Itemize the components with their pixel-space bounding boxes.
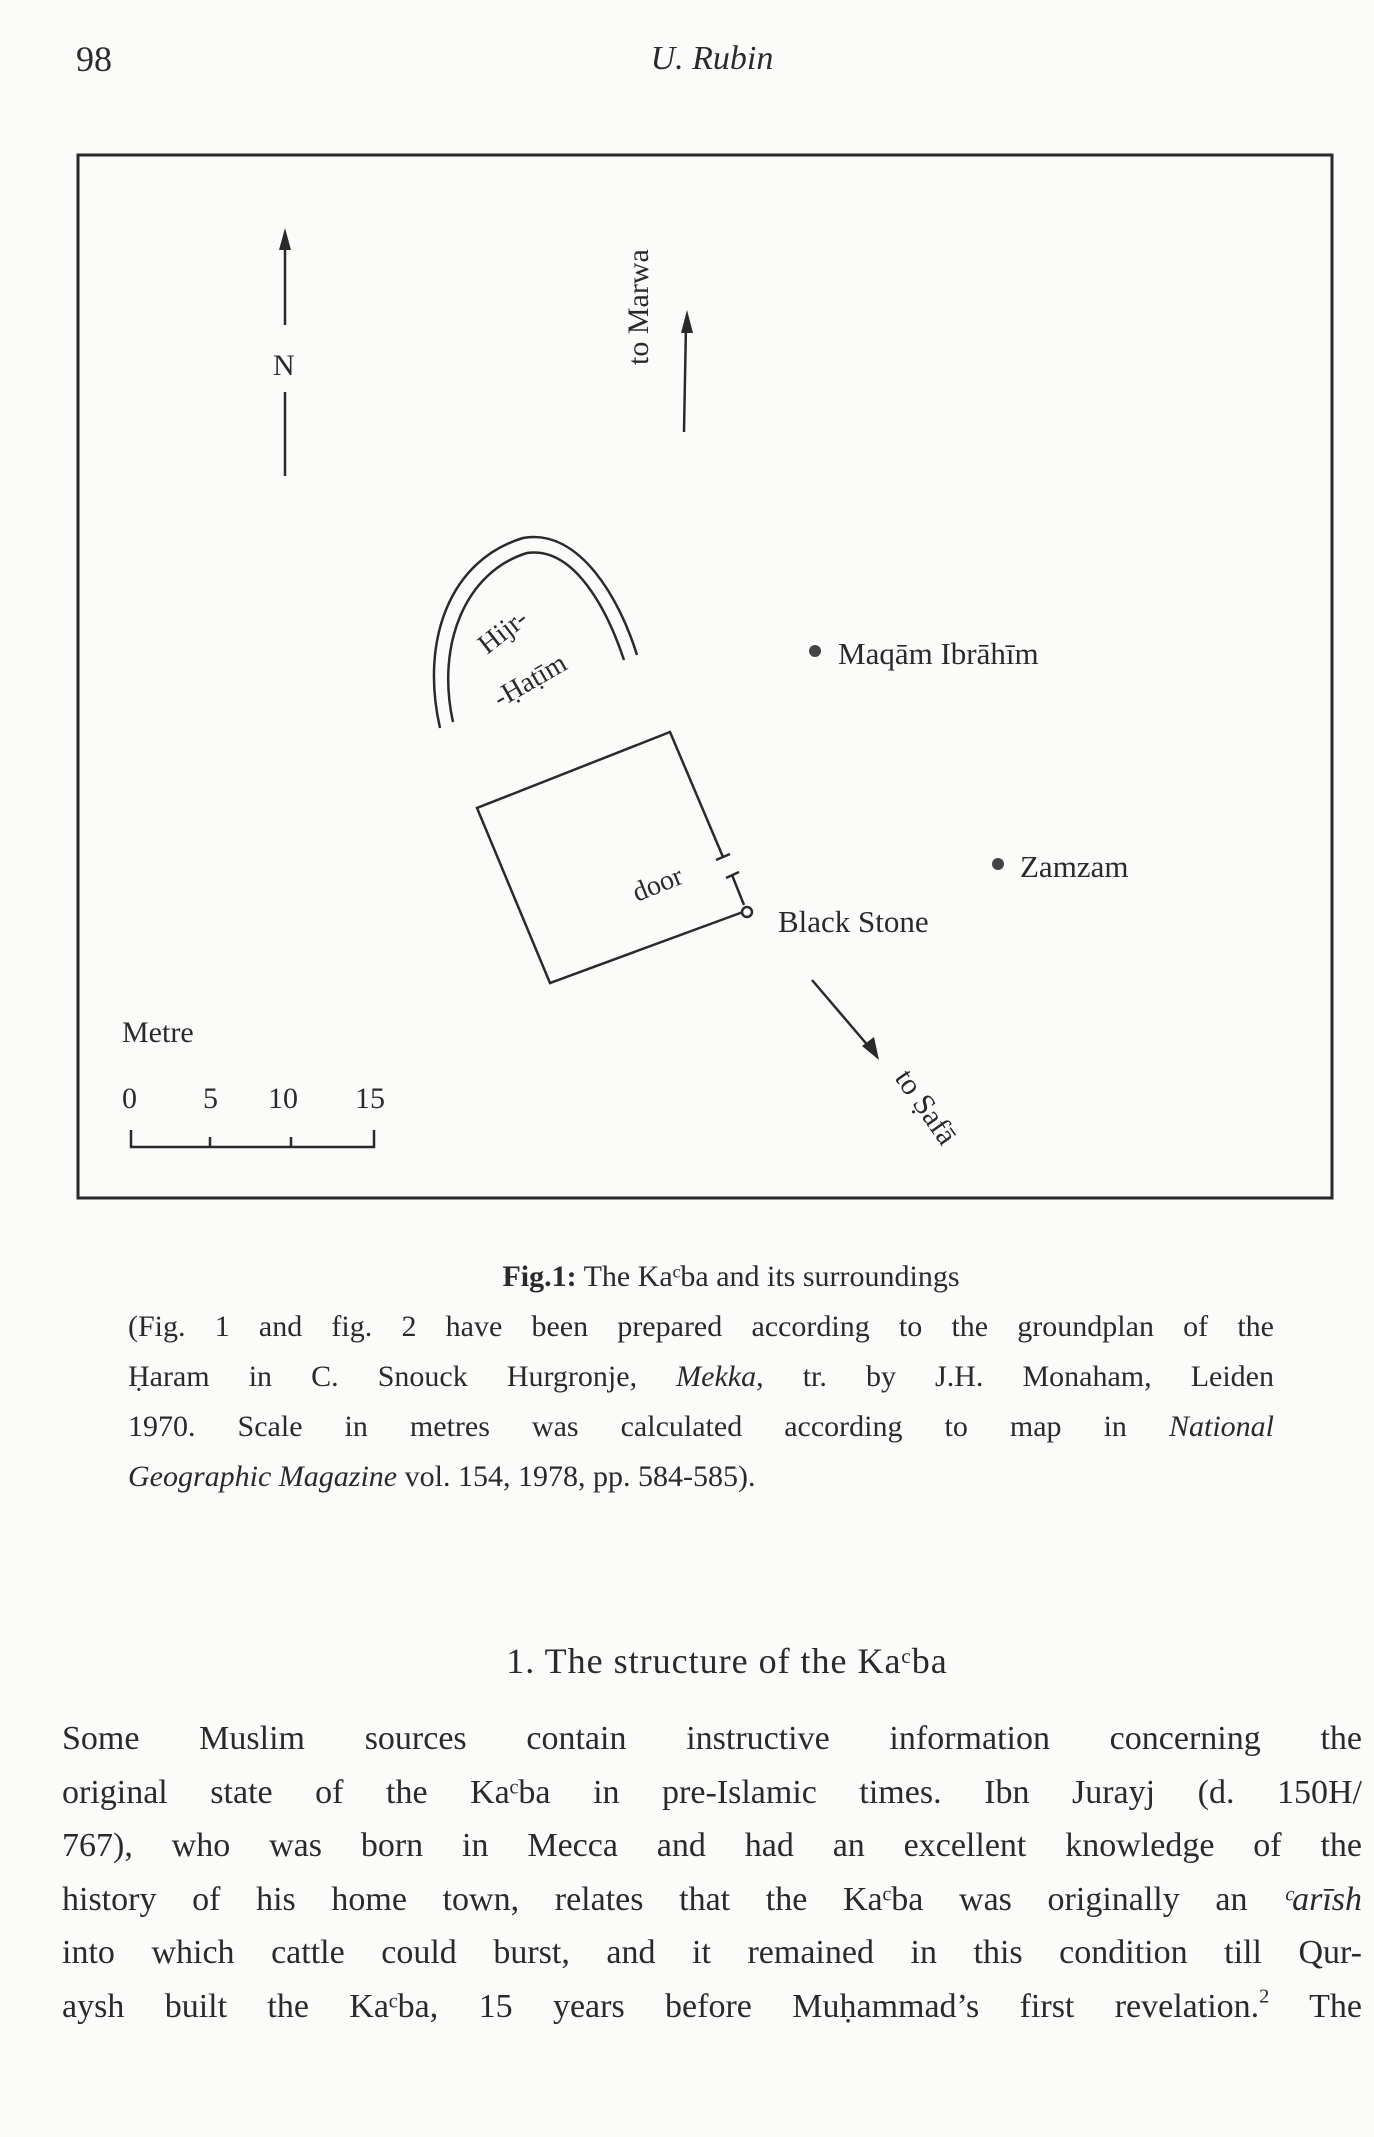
scale-tick-0: 0 [122,1082,137,1115]
scale-tick-10: 10 [268,1082,298,1115]
zamzam-label: Zamzam [1020,849,1129,884]
body-line: aysh built the Kaᶜba, 15 years before Muḥammad’s first revelation.$^2$ The [62,1985,1362,2025]
scale-tick-15: 15 [355,1082,385,1115]
scale-unit-label: Metre [122,1016,194,1049]
safa-label: to Ṣafā [888,1063,964,1151]
body-line: into which cattle could burst, and it remained in this condition till Qur- [62,1934,1362,1972]
scale-bar [131,1130,374,1147]
running-head: U. Rubin [650,40,774,77]
caption-line: Geographic Magazine vol. 154, 1978, pp. 584-585). [128,1460,756,1493]
north-label: N [273,349,295,382]
scale-tick-5: 5 [203,1082,218,1115]
caption-title: The Kaᶜba and its surroundings [576,1260,960,1293]
caption-line: (Fig. 1 and fig. 2 have been prepared according to the groundplan of the [128,1310,1274,1343]
marwa-label: to Marwa [622,249,655,365]
body-line: 767), who was born in Mecca and had an excellent knowledge of the [62,1827,1362,1865]
zamzam-dot-icon [992,858,1004,870]
footnote-ref[interactable]: 2 [1259,1985,1270,2008]
black-stone-icon [742,907,752,917]
page-number: 98 [76,39,112,79]
caption-line: 1970. Scale in metres was calculated according to map in National [128,1410,1274,1443]
black-stone-label: Black Stone [778,904,929,939]
body-line: original state of the Kaᶜba in pre-Islamic times. Ibn Jurayj (d. 150H/ [62,1773,1362,1811]
safa-arrow-icon [812,980,879,1060]
hijr-wall-icon [434,537,637,728]
kaaba-outline-icon [477,732,744,983]
caption-line: Ḥaram in C. Snouck Hurgronje, Mekka, tr. by J.H. Monaham, Leiden [128,1360,1274,1393]
maqam-label: Maqām Ibrāhīm [838,636,1039,671]
maqam-dot-icon [809,645,821,657]
caption-fig-label: Fig.1: [502,1260,577,1293]
body-line: Some Muslim sources contain instructive information concerning the [62,1720,1362,1757]
figure-frame [78,155,1332,1198]
hijr-label-line1: Hijr- [472,602,534,661]
door-label: door [628,860,688,909]
body-paragraph [62,1712,1362,2034]
figure-caption [128,1252,1274,1502]
hijr-label-line2: -Ḥaṭīm [488,647,573,715]
body-line: history of his home town, relates that the Kaᶜba was originally an ᶜarīsh [62,1880,1362,1918]
caption-title-line [128,1252,1274,1302]
marwa-arrow-icon [681,310,693,432]
section-heading: 1. The structure of the Kaᶜba [506,1641,948,1681]
